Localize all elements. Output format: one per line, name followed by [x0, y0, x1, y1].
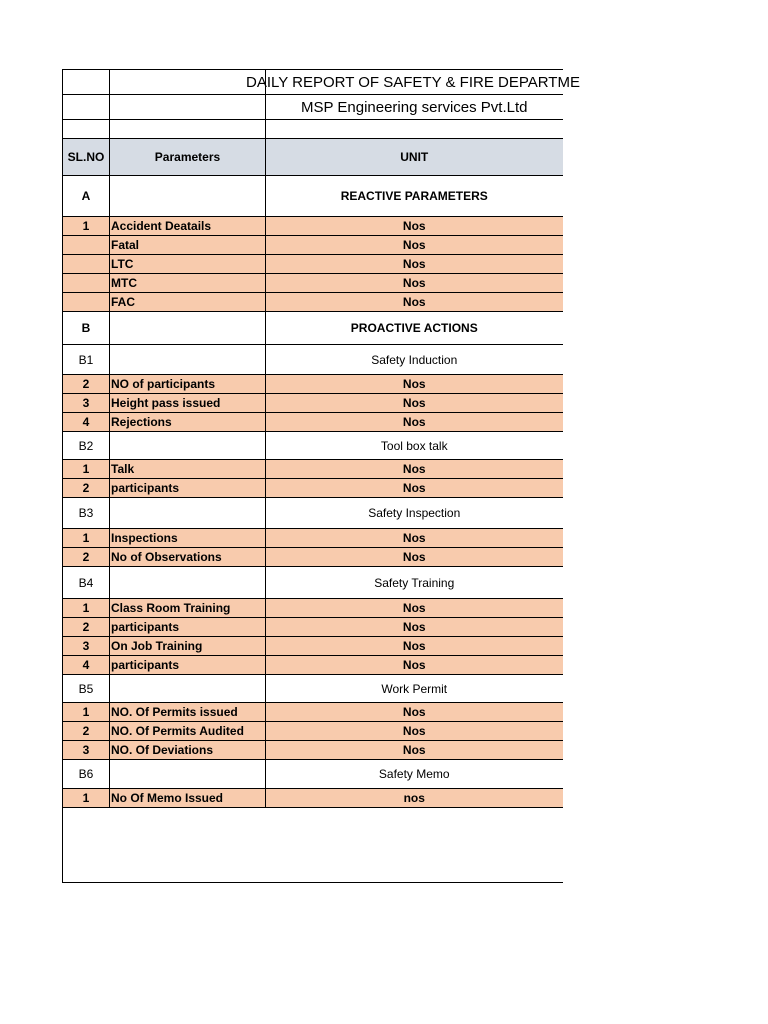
cell — [110, 312, 266, 345]
table-row — [63, 394, 563, 413]
row-param: participants — [110, 618, 266, 637]
footer-blank-row — [63, 808, 563, 883]
cell — [110, 498, 266, 529]
row-sl: 2 — [63, 375, 110, 394]
section-row-A — [63, 176, 563, 217]
row-sl: 3 — [63, 394, 110, 413]
table-row — [63, 548, 563, 567]
company-name: MSP Engineering services Pvt.Ltd — [266, 95, 563, 120]
section-label: Safety Induction — [266, 345, 563, 375]
section-row-B — [63, 312, 563, 345]
table-row — [63, 460, 563, 479]
row-sl: 1 — [63, 789, 110, 808]
row-sl: 3 — [63, 637, 110, 656]
cell — [110, 345, 266, 375]
row-param: Class Room Training — [110, 599, 266, 618]
row-sl: 1 — [63, 599, 110, 618]
report-title-cell — [246, 70, 580, 95]
cell — [63, 808, 563, 883]
row-param: NO of participants — [110, 375, 266, 394]
section-code: B4 — [63, 567, 110, 599]
cell — [266, 120, 563, 139]
report-sheet — [62, 69, 580, 873]
title-row — [63, 70, 563, 95]
row-unit: Nos — [266, 548, 563, 567]
section-row-B1 — [63, 345, 563, 375]
table-row — [63, 413, 563, 432]
cell — [63, 95, 110, 120]
row-sl: 1 — [63, 703, 110, 722]
row-unit: Nos — [266, 741, 563, 760]
row-param: LTC — [110, 255, 266, 274]
report-table — [62, 69, 580, 883]
row-sl: 4 — [63, 413, 110, 432]
table-row — [63, 255, 563, 274]
cell — [110, 675, 266, 703]
row-sl: 2 — [63, 479, 110, 498]
row-unit: Nos — [266, 255, 563, 274]
section-label: Safety Inspection — [266, 498, 563, 529]
row-sl: 2 — [63, 548, 110, 567]
table-row — [63, 274, 563, 293]
table-row — [63, 741, 563, 760]
header-unit: UNIT — [266, 139, 563, 176]
section-row-B4 — [63, 567, 563, 599]
row-param: No of Observations — [110, 548, 266, 567]
row-sl: 1 — [63, 217, 110, 236]
row-param: Inspections — [110, 529, 266, 548]
row-unit: Nos — [266, 460, 563, 479]
row-unit: Nos — [266, 479, 563, 498]
table-row — [63, 479, 563, 498]
header-row — [63, 139, 563, 176]
row-param: Rejections — [110, 413, 266, 432]
table-row — [63, 217, 563, 236]
row-unit: Nos — [266, 637, 563, 656]
row-param: NO. Of Deviations — [110, 741, 266, 760]
cell — [63, 120, 110, 139]
table-row — [63, 637, 563, 656]
cell — [110, 95, 266, 120]
section-code: B2 — [63, 432, 110, 460]
row-unit: Nos — [266, 394, 563, 413]
header-param: Parameters — [110, 139, 266, 176]
row-param: Accident Deatails — [110, 217, 266, 236]
row-unit: Nos — [266, 413, 563, 432]
row-unit: Nos — [266, 703, 563, 722]
header-sl: SL.NO — [63, 139, 110, 176]
section-row-B2 — [63, 432, 563, 460]
table-row — [63, 599, 563, 618]
row-sl — [63, 274, 110, 293]
row-param: No Of Memo Issued — [110, 789, 266, 808]
row-unit: Nos — [266, 375, 563, 394]
row-param: Height pass issued — [110, 394, 266, 413]
cell — [63, 70, 110, 95]
table-row — [63, 529, 563, 548]
row-sl: 1 — [63, 529, 110, 548]
row-sl — [63, 293, 110, 312]
cell — [110, 567, 266, 599]
row-unit: nos — [266, 789, 563, 808]
row-param: Talk — [110, 460, 266, 479]
section-code: B — [63, 312, 110, 345]
table-row — [63, 375, 563, 394]
company-row — [63, 95, 563, 120]
row-param: MTC — [110, 274, 266, 293]
row-unit: Nos — [266, 217, 563, 236]
table-row — [63, 722, 563, 741]
empty-row — [63, 120, 563, 139]
row-param: Fatal — [110, 236, 266, 255]
table-row — [63, 789, 563, 808]
cell — [110, 760, 266, 789]
cell — [110, 120, 266, 139]
row-param: participants — [110, 479, 266, 498]
section-label: Work Permit — [266, 675, 563, 703]
row-param: FAC — [110, 293, 266, 312]
section-label: REACTIVE PARAMETERS — [266, 176, 563, 217]
row-unit: Nos — [266, 722, 563, 741]
section-label: PROACTIVE ACTIONS — [266, 312, 563, 345]
row-unit: Nos — [266, 529, 563, 548]
row-sl: 2 — [63, 618, 110, 637]
row-param: NO. Of Permits issued — [110, 703, 266, 722]
row-sl: 1 — [63, 460, 110, 479]
section-code: B1 — [63, 345, 110, 375]
cell — [110, 176, 266, 217]
section-row-B5 — [63, 675, 563, 703]
section-code: B3 — [63, 498, 110, 529]
section-code: B5 — [63, 675, 110, 703]
section-row-B6 — [63, 760, 563, 789]
cell — [110, 70, 266, 95]
report-title: DAILY REPORT OF SAFETY & FIRE DEPARTME — [246, 73, 580, 91]
section-code: A — [63, 176, 110, 217]
table-row — [63, 703, 563, 722]
row-unit: Nos — [266, 656, 563, 675]
table-row — [63, 656, 563, 675]
row-sl: 2 — [63, 722, 110, 741]
cell — [110, 432, 266, 460]
row-param: participants — [110, 656, 266, 675]
row-sl — [63, 255, 110, 274]
table-row — [63, 293, 563, 312]
row-unit: Nos — [266, 599, 563, 618]
section-code: B6 — [63, 760, 110, 789]
table-row — [63, 236, 563, 255]
row-param: NO. Of Permits Audited — [110, 722, 266, 741]
section-label: Tool box talk — [266, 432, 563, 460]
section-label: Safety Training — [266, 567, 563, 599]
row-sl: 4 — [63, 656, 110, 675]
row-param: On Job Training — [110, 637, 266, 656]
row-sl: 3 — [63, 741, 110, 760]
row-unit: Nos — [266, 274, 563, 293]
row-unit: Nos — [266, 618, 563, 637]
table-row — [63, 618, 563, 637]
row-unit: Nos — [266, 293, 563, 312]
section-row-B3 — [63, 498, 563, 529]
row-unit: Nos — [266, 236, 563, 255]
section-label: Safety Memo — [266, 760, 563, 789]
row-sl — [63, 236, 110, 255]
